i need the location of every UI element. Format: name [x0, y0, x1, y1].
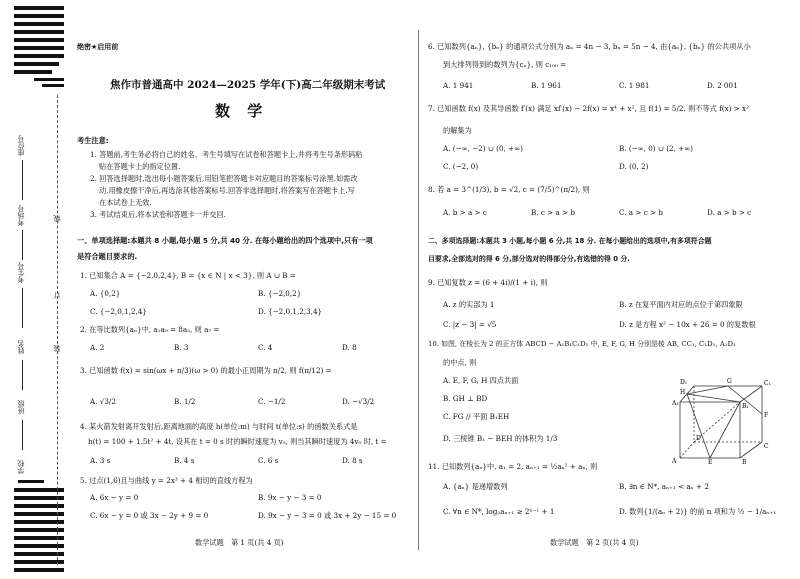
q4-option-c: C. 6 s	[258, 456, 279, 465]
q9-option-c: C. |z − 3| = √5	[443, 320, 497, 329]
q4-option-d: D. 8 s	[342, 456, 363, 465]
q1-option-c: C. {−2,0,1,2,4}	[90, 307, 147, 316]
q6-line-2: 到大排列得到的数列为{cₙ}, 则 c₁₀₀ =	[443, 60, 567, 69]
cube-label-b: B	[742, 459, 747, 464]
q5-option-c: C. 6x − y = 0 或 3x − 2y + 9 = 0	[90, 511, 209, 520]
margin-name-label: 姓名	[17, 340, 25, 354]
footer-left: 数学试题 第 1 页(共 4 页)	[195, 538, 284, 547]
q4-line-1: 4. 某火箭发射离开发射后,距离地面的高度 h(单位:m) 与时间 t(单位:s) 的函数关系式是	[80, 422, 358, 431]
q6-option-a: A. 1 941	[443, 81, 474, 90]
q10-option-d: D. 三棱锥 B₁ − BEH 的体积为 1/3	[443, 434, 558, 443]
q7-option-b: B. (−∞, 0) ∪ (2, +∞)	[619, 144, 693, 153]
notice-line-5: 在本试卷上无效.	[99, 198, 152, 207]
q2-option-b: B. 3	[174, 343, 189, 352]
cube-label-d1: D₁	[680, 379, 688, 386]
q1-option-d: D. {−2,0,1,2,3,4}	[258, 307, 323, 316]
q6-line-1: 6. 已知数列{aₙ}, {bₙ} 的通项公式分别为 aₙ = 4n − 3, bₙ = 5n − 4, 由{aₙ}, {bₙ} 的公共项从小	[428, 42, 751, 51]
notice-line-6: 3. 考试结束后,将本试卷和答题卡一并交回.	[90, 210, 226, 219]
cube-label-d: D	[696, 435, 701, 442]
q9-option-a: A. z 的实部为 1	[443, 300, 495, 309]
q4-line-2: h(t) = 100 + 1.5t² + 4t, 设其在 t = 0 s 时的瞬时速度为 v₀, 则当其瞬时速度为 4v₀ 时, t =	[88, 437, 387, 446]
cube-label-a1: A₁	[672, 400, 679, 407]
q9-option-d: D. z 是方程 x² − 10x + 26 = 0 的复数根	[619, 320, 756, 329]
exam-title: 焦作市普通高中 2024—2025 学年(下)高二年级期末考试	[110, 79, 386, 91]
q1-option-b: B. {−2,0,2}	[258, 289, 302, 298]
q3-option-b: B. 1/2	[174, 397, 196, 406]
cube-label-c1: C₁	[764, 380, 771, 387]
q3-option-c: C. −1/2	[258, 397, 286, 406]
section2-heading-1: 二、多项选择题:本题共 3 小题,每小题 6 分,共 18 分. 在每小题给出的选项中,有多项符合题	[428, 237, 712, 245]
q10-option-a: A. E, F, G, H 四点共面	[443, 376, 519, 385]
cube-label-a: A	[672, 458, 677, 464]
margin-candidate-label: 考生号	[17, 262, 25, 283]
q10-line-2: 的中点, 则	[443, 358, 477, 367]
q2-stem: 2. 在等比数列{aₙ}中, a₁a₉ = 8a₃, 则 a₇ =	[80, 325, 220, 334]
cube-label-g: G	[727, 378, 732, 385]
cube-label-h: H	[680, 389, 686, 396]
q3-option-a: A. √3/2	[90, 397, 116, 406]
subject-title: 数 学	[215, 102, 269, 120]
notice-line-4: 动,用橡皮擦干净后,再选涂其他答案标号.回答非选择题时,将答案写在答题卡上.写	[99, 186, 355, 195]
q8-option-d: D. a > b > c	[707, 208, 752, 217]
q5-stem: 5. 过点(1,6)且与曲线 y = 2x³ + 4 相切的直线方程为	[80, 476, 253, 485]
section2-heading-2: 目要求,全部选对的得 6 分,部分选对的得部分分,有选错的得 0 分.	[428, 255, 630, 263]
q1-option-a: A. {0,2}	[90, 289, 121, 298]
notice-line-2: 贴在答题卡上的指定位置.	[99, 162, 181, 171]
q11-option-c: C. ∀n ∈ N*, log₂aₙ₊₁ ≥ 2ⁿ⁻¹ + 1	[443, 507, 555, 516]
q11-option-d: D. 数列{1/(aₙ + 2)} 的前 n 项和为 ½ − 1/aₙ₊₁	[619, 507, 777, 516]
binding-bind-label: 装	[53, 345, 61, 352]
notice-line-3: 2. 回答选择题时,选出每小题答案后,用铅笔把答题卡对应题目的答案标号涂黑.如需改	[90, 174, 358, 183]
q5-option-d: D. 9x − y − 3 = 0 或 3x + 2y − 15 = 0	[258, 511, 397, 520]
q11-stem: 11. 已知数列{aₙ}中, a₁ = 2, aₙ₊₁ = ½aₙ² + aₙ, 则	[428, 462, 598, 471]
q8-stem: 8. 若 a = 3^(1/3), b = √2, c = (7/5)^(π/2), 则	[428, 185, 590, 194]
cube-label-b1: B₁	[742, 403, 749, 410]
q4-option-b: B. 4 s	[174, 456, 195, 465]
q1-stem: 1. 已知集合 A = {−2,0,2,4}, B = {x ∈ N | x < 3}, 则 A ∪ B =	[80, 271, 296, 280]
cube-figure	[672, 372, 782, 464]
q3-stem: 3. 已知函数 f(x) = sin(ωx + π/3)(ω > 0) 的最小正周期为 π/2, 则 f(π/12) =	[80, 366, 332, 375]
binding-line-label: 线	[53, 215, 61, 222]
q10-option-c: C. FG // 平面 B₁EH	[443, 412, 510, 421]
q9-stem: 9. 已知复数 z = (6 + 4i)/(1 + i), 则	[428, 278, 548, 287]
notice-heading: 考生注意:	[77, 136, 109, 145]
margin-seat-label: 座位号	[17, 135, 25, 156]
q8-option-b: B. c > a > b	[531, 208, 575, 217]
q5-option-b: B. 9x − y − 3 = 0	[258, 493, 322, 502]
q8-option-c: C. a > c > b	[619, 208, 663, 217]
cube-label-c: C	[764, 443, 769, 450]
q7-line-1: 7. 已知函数 f(x) 及其导函数 f′(x) 满足 xf′(x) − 2f(x) = x⁴ + x², 且 f(1) = 5/2, 则不等式 f(x) > x²	[428, 104, 749, 113]
q8-option-a: A. b > a > c	[443, 208, 487, 217]
q3-option-d: D. −√3/2	[342, 397, 375, 406]
binding-staple-label: 订	[53, 292, 61, 299]
footer-right: 数学试题 第 2 页(共 4 页)	[550, 538, 639, 547]
q10-option-b: B. GH ⊥ BD	[443, 394, 488, 403]
q2-option-d: D. 8	[342, 343, 357, 352]
q11-option-b: B. ∃n ∈ N*, aₙ₊₁ < aₙ + 2	[619, 482, 709, 491]
q7-option-d: D. (0, 2)	[619, 162, 649, 171]
q2-option-c: C. 4	[258, 343, 273, 352]
q10-line-1: 10. 如图, 在棱长为 2 的正方体 ABCD − A₁B₁C₁D₁ 中, E, F, G, H 分别是棱 AB, CC₁, C₁D₁, A₁D₁	[428, 340, 736, 348]
section1-heading-1: 一、单项选择题:本题共 8 小题,每小题 5 分,共 40 分. 在每小题给出的四个选项中,只有一项	[77, 236, 373, 245]
q7-option-c: C. (−2, 0)	[443, 162, 479, 171]
confidential-mark: 绝密★启用前	[77, 43, 119, 51]
cube-label-e: E	[708, 459, 713, 464]
page-divider	[418, 30, 419, 550]
q11-option-a: A. {aₙ} 是递增数列	[443, 482, 508, 491]
q5-option-a: A. 6x − y = 0	[90, 493, 139, 502]
cube-label-f: F	[764, 412, 769, 419]
q9-option-b: B. z 在复平面内对应的点位于第四象限	[619, 300, 743, 309]
q7-option-a: A. (−∞, −2) ∪ (0, +∞)	[443, 144, 523, 153]
section1-heading-2: 是符合题目要求的.	[77, 252, 138, 261]
margin-room-label: 考场号	[17, 205, 25, 226]
q7-line-2: 的解集为	[443, 126, 472, 135]
q6-option-b: B. 1 961	[531, 81, 562, 90]
q2-option-a: A. 2	[90, 343, 105, 352]
q6-option-c: C. 1 981	[619, 81, 650, 90]
margin-school-label: 学校	[17, 460, 25, 474]
margin-class-label: 班级	[17, 400, 25, 414]
q4-option-a: A. 3 s	[90, 456, 111, 465]
q6-option-d: D. 2 001	[707, 81, 738, 90]
notice-line-1: 1. 答题前,考生务必将自己的姓名、考生号填写在试卷和答题卡上,并将考生号条形码粘	[90, 150, 363, 159]
